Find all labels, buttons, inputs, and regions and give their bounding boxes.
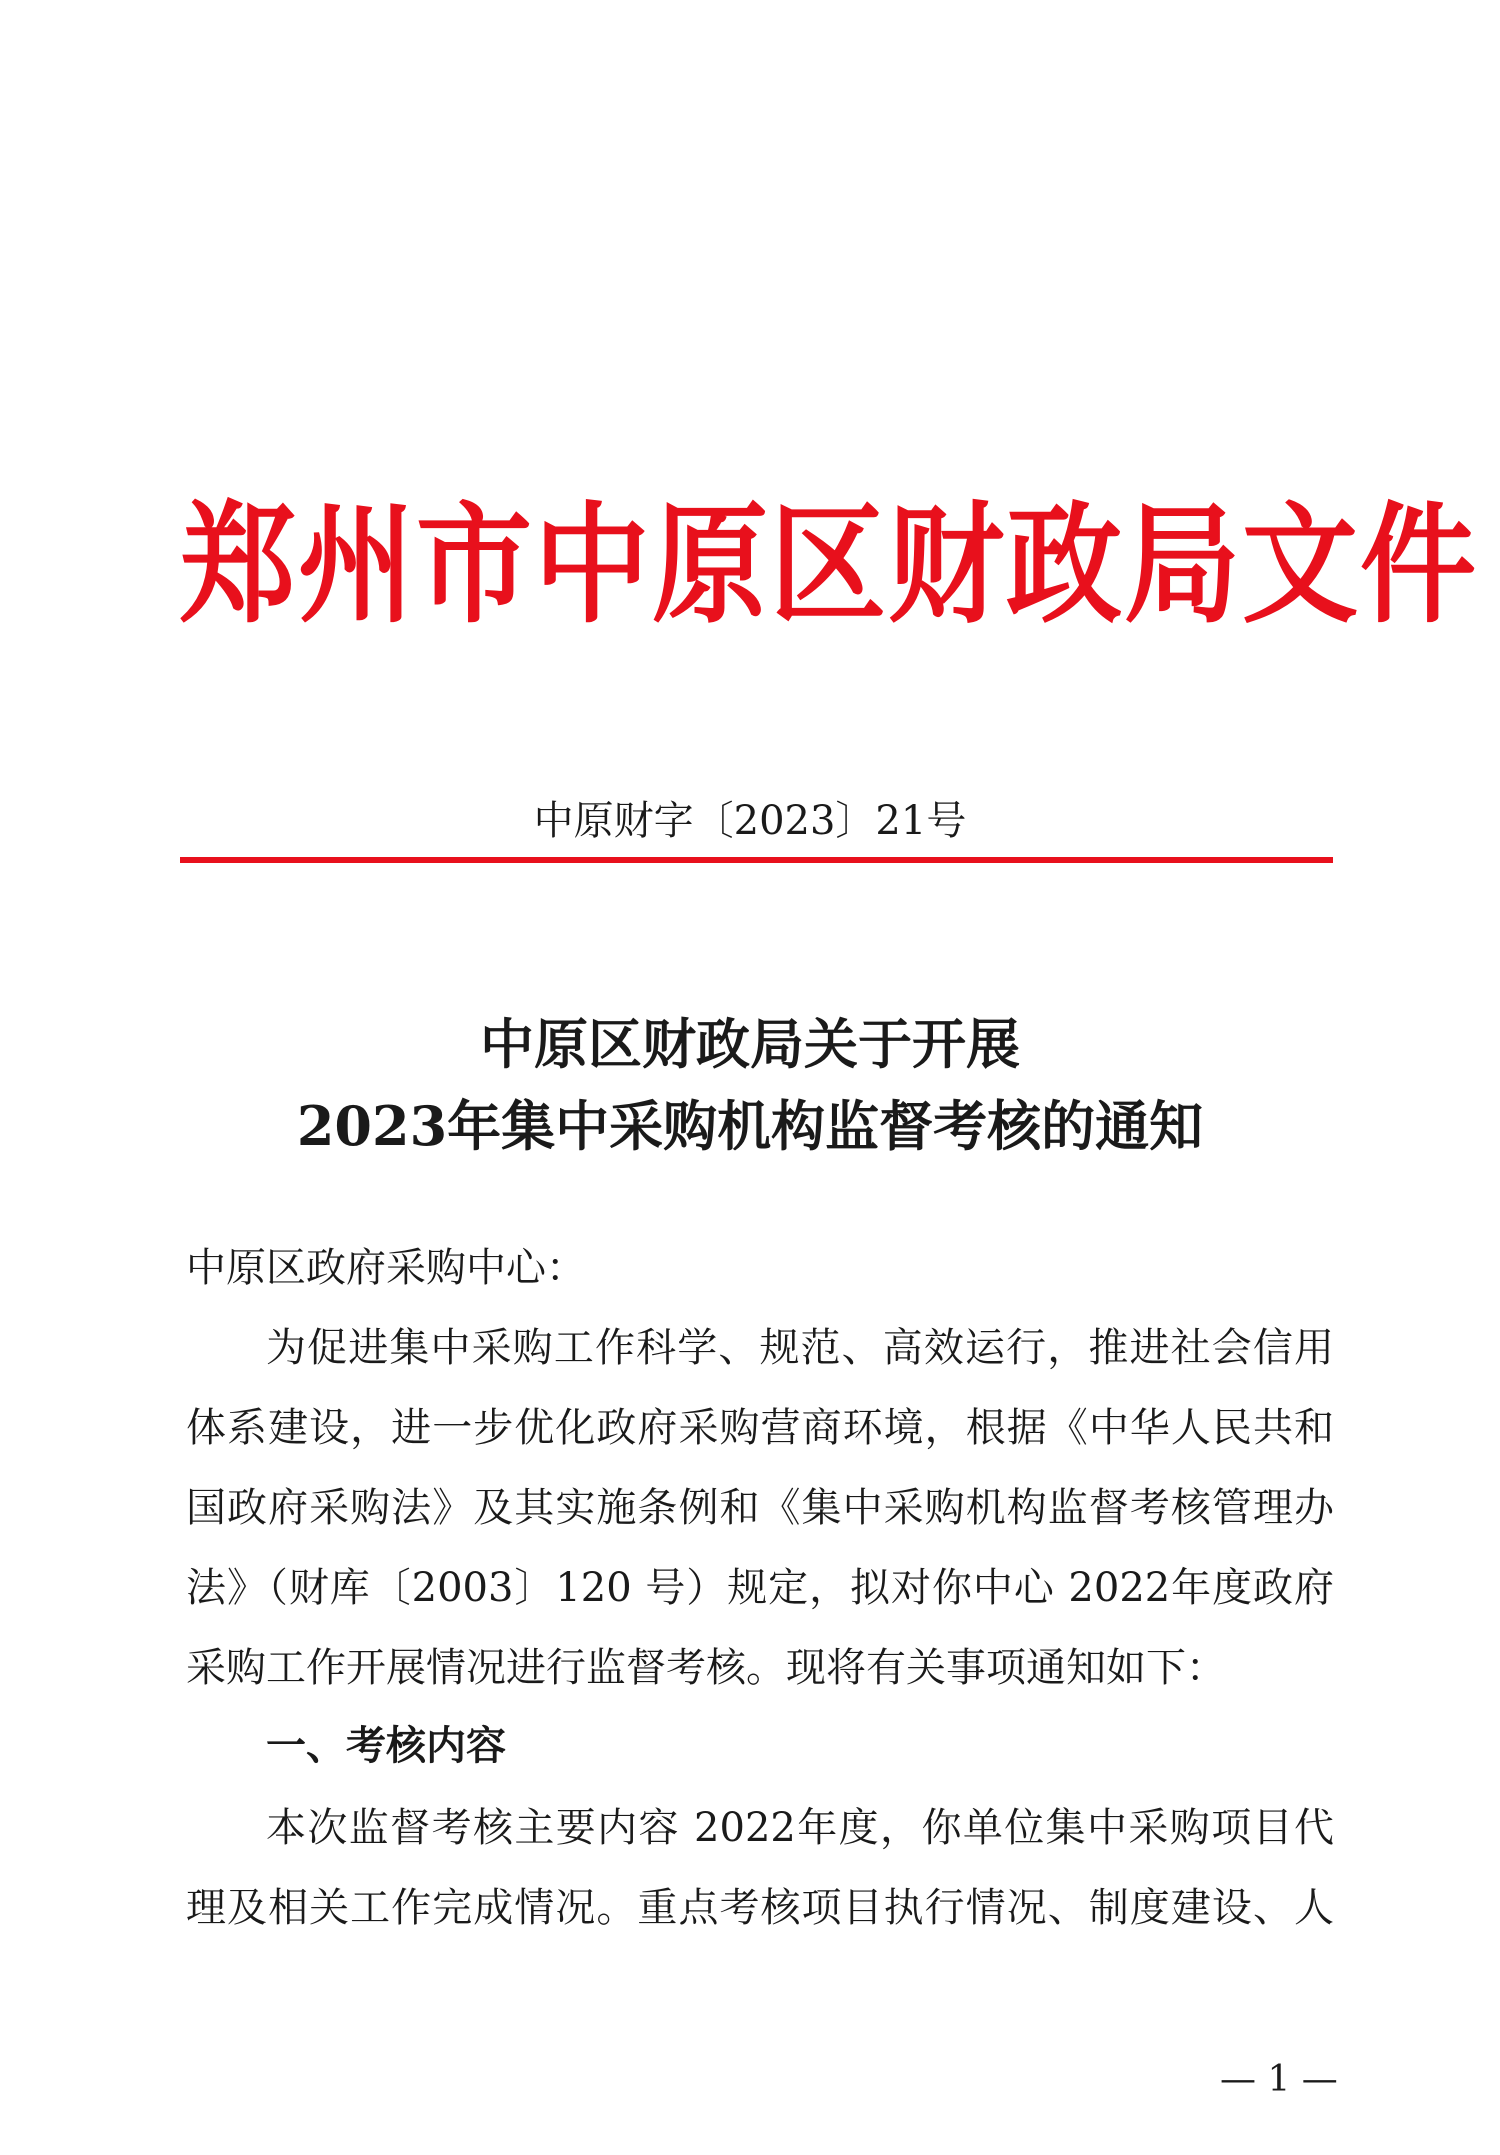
document-title bbox=[0, 1003, 1500, 1167]
paragraph-1-line-4: 法》（财库〔2003〕120 号）规定，拟对你中心 2022年度政府 bbox=[186, 1565, 1334, 1611]
paragraph-1-line-1: 为促进集中采购工作科学、规范、高效运行，推进社会信用 bbox=[266, 1325, 1334, 1371]
paragraph-1-line-3: 国政府采购法》及其实施条例和《集中采购机构监督考核管理办 bbox=[186, 1485, 1334, 1531]
section-1-heading: 一、考核内容 bbox=[266, 1723, 506, 1769]
red-separator-line bbox=[180, 857, 1333, 863]
page-number: — 1 — bbox=[1220, 2059, 1338, 2100]
title-line-1: 中原区财政局关于开展 bbox=[480, 1012, 1020, 1076]
paragraph-2-line-2: 理及相关工作完成情况。重点考核项目执行情况、制度建设、人 bbox=[186, 1885, 1334, 1931]
paragraph-2-line-1: 本次监督考核主要内容 2022年度，你单位集中采购项目代 bbox=[266, 1805, 1334, 1851]
document-masthead: 郑州市中原区财政局文件 bbox=[180, 490, 1478, 642]
title-line-2: 2023年集中采购机构监督考核的通知 bbox=[296, 1094, 1204, 1158]
document-number: 中原财字〔2023〕21号 bbox=[533, 798, 967, 844]
paragraph-1-line-5: 采购工作开展情况进行监督考核。现将有关事项通知如下： bbox=[186, 1645, 1226, 1691]
salutation: 中原区政府采购中心： bbox=[186, 1245, 586, 1291]
paragraph-1-line-2: 体系建设，进一步优化政府采购营商环境，根据《中华人民共和 bbox=[186, 1405, 1334, 1451]
